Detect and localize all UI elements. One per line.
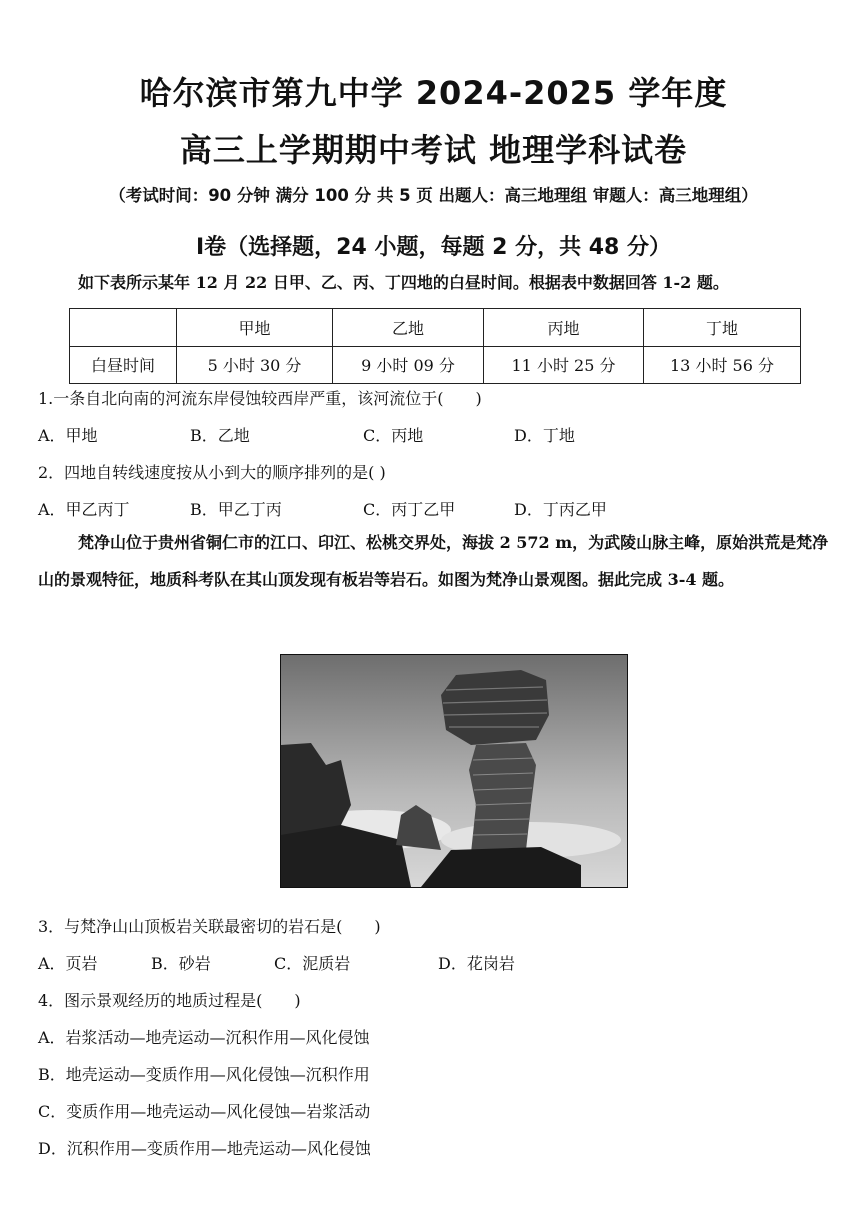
q2-option-b[interactable]: B．甲乙丁丙 (190, 500, 282, 519)
question-1-options (38, 423, 838, 447)
mountain-photo-icon (280, 654, 628, 888)
q3-option-a[interactable]: A．页岩 (38, 954, 98, 973)
q2-option-c[interactable]: C．丙丁乙甲 (363, 500, 456, 519)
title-line-1: 哈尔滨市第九中学 2024-2025 学年度 (139, 74, 728, 112)
q3-option-b[interactable]: B．砂岩 (151, 954, 211, 973)
table-cell: 5 小时 30 分 (177, 346, 333, 384)
q4-option-a[interactable]: A．岩浆活动—地壳运动—沉积作用—风化侵蚀 (38, 1028, 370, 1047)
table-cell: 11 小时 25 分 (484, 346, 644, 384)
question-1-stem: 1.一条自北向南的河流东岸侵蚀较西岸严重，该河流位于( ) (38, 389, 482, 408)
question-2-options (38, 497, 838, 521)
section-heading: Ⅰ卷（选择题，24 小题，每题 2 分，共 48 分） (195, 235, 672, 260)
q4-option-b[interactable]: B．地壳运动—变质作用—风化侵蚀—沉积作用 (38, 1065, 370, 1084)
question-3-stem: 3．与梵净山山顶板岩关联最密切的岩石是( ) (38, 917, 381, 936)
table-cell: 13 小时 56 分 (644, 346, 801, 384)
q2-option-a[interactable]: A．甲乙丙丁 (38, 500, 130, 519)
table-header-cell: 丁地 (644, 309, 801, 347)
table-cell: 9 小时 09 分 (333, 346, 484, 384)
q3-option-c[interactable]: C．泥质岩 (274, 954, 351, 973)
question-2-stem: 2．四地自转线速度按从小到大的顺序排列的是( ) (38, 463, 386, 482)
question-4-stem: 4．图示景观经历的地质过程是( ) (38, 991, 301, 1010)
q1-option-b[interactable]: B．乙地 (190, 426, 250, 445)
exam-info: （考试时间：90 分钟 满分 100 分 共 5 页 出题人：高三地理组 审题人：高三地理组） (109, 186, 758, 205)
table-header-cell: 甲地 (177, 309, 333, 347)
q2-option-d[interactable]: D．丁丙乙甲 (514, 500, 607, 519)
group2-intro: 梵净山位于贵州省铜仁市的江口、印江、松桃交界处，海拔 2 572 m，为武陵山脉主峰，原始洪荒是梵净山的景观特征，地质科考队在其山顶发现有板岩等岩石。如图为梵净山景观图。据此完成 3-4 题。 (38, 533, 829, 589)
table-row-label: 白昼时间 (70, 346, 177, 384)
daylight-table (69, 308, 801, 384)
title-line-2: 高三上学期期中考试 地理学科试卷 (179, 131, 688, 169)
question-3-options (38, 951, 838, 975)
q1-option-a[interactable]: A．甲地 (38, 426, 98, 445)
table-header-cell (70, 309, 177, 347)
q1-option-d[interactable]: D．丁地 (514, 426, 575, 445)
group1-intro: 如下表所示某年 12 月 22 日甲、乙、丙、丁四地的白昼时间。根据表中数据回答 1-2 题。 (78, 273, 729, 292)
q4-option-d[interactable]: D．沉积作用—变质作用—地壳运动—风化侵蚀 (38, 1139, 371, 1158)
q1-option-c[interactable]: C．丙地 (363, 426, 424, 445)
table-header-row (70, 309, 801, 347)
table-header-cell: 丙地 (484, 309, 644, 347)
table-header-cell: 乙地 (333, 309, 484, 347)
q4-option-c[interactable]: C．变质作用—地壳运动—风化侵蚀—岩浆活动 (38, 1102, 371, 1121)
table-row (70, 346, 801, 384)
q3-option-d[interactable]: D．花岗岩 (438, 954, 515, 973)
